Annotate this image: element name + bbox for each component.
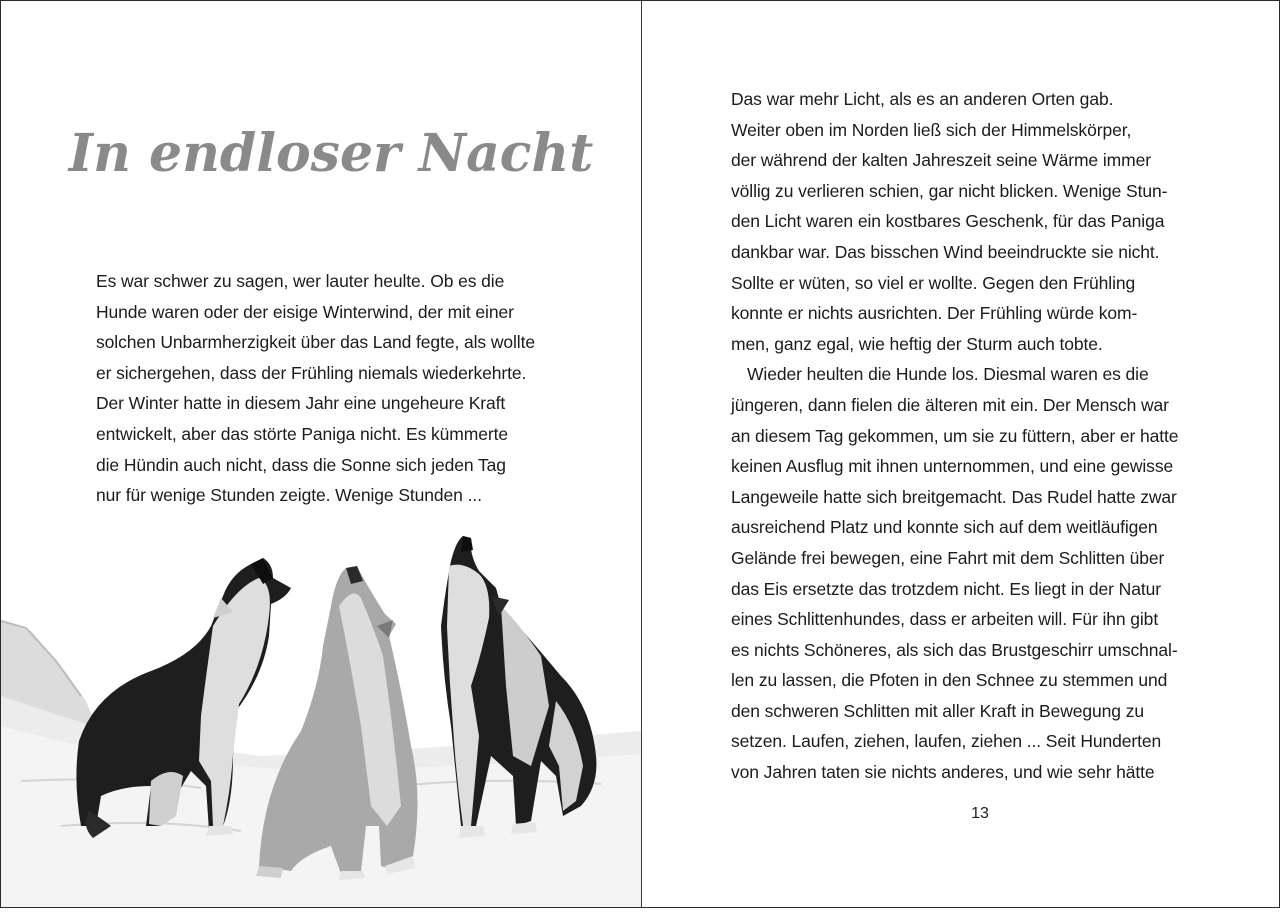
text-line: ausreichend Platz und konnte sich auf dem weitläufigen [731,517,1158,538]
right-body-text [731,84,1280,788]
left-body-text [96,266,636,511]
text-line: Wieder heulten die Hunde los. Diesmal waren es die [747,364,1149,385]
text-line: keinen Ausflug mit ihnen unternommen, und eine gewisse [731,456,1174,477]
text-line: nur für wenige Stunden zeigte. Wenige Stunden ... [96,485,482,506]
text-line: Sollte er wüten, so viel er wollte. Gegen den Frühling [731,272,1136,293]
text-line: dankbar war. Das bisschen Wind beeindruckte sie nicht. [731,241,1160,262]
left-page [1,1,641,907]
right-page [642,1,1279,907]
text-line: völlig zu verlieren schien, gar nicht blicken. Wenige Stun- [731,180,1168,201]
howling-wolves-illustration [1,526,641,907]
text-line: Das war mehr Licht, als es an anderen Orten gab. [731,89,1114,109]
text-line: men, ganz egal, wie heftig der Sturm auch tobte. [731,333,1103,354]
text-line: setzen. Laufen, ziehen, laufen, ziehen ... Seit Hunderten [731,731,1162,752]
text-line: len zu lassen, die Pfoten in den Schnee zu stemmen und [731,670,1168,691]
text-line: solchen Unbarmherzigkeit über das Land fegte, als wollte [96,332,535,353]
text-line: jüngeren, dann fielen die älteren mit ein. Der Mensch war [731,394,1169,415]
page-number: 13 [971,805,989,822]
text-line: den Licht waren ein kostbares Geschenk, für das Paniga [731,211,1165,232]
text-line: Langeweile hatte sich breitgemacht. Das Rudel hatte zwar [731,486,1177,507]
text-line: entwickelt, aber das störte Paniga nicht. Es kümmerte [96,423,508,444]
text-line: an diesem Tag gekommen, um sie zu füttern, aber er hatte [731,425,1179,446]
chapter-title: In endloser Nacht [68,123,594,184]
text-line: Gelände frei bewegen, eine Fahrt mit dem Schlitten über [731,547,1165,568]
text-line: Es war schwer zu sagen, wer lauter heulte. Ob es die [96,271,505,291]
text-line: von Jahren taten sie nichts anderes, und wie sehr hätte [731,762,1155,783]
text-line: der während der kalten Jahreszeit seine Wärme immer [731,150,1151,171]
text-line: den schweren Schlitten mit aller Kraft in Bewegung zu [731,700,1144,721]
text-line: eines Schlittenhundes, dass er arbeiten will. Für ihn gibt [731,609,1159,630]
text-line: Der Winter hatte in diesem Jahr eine ungeheure Kraft [96,393,506,414]
text-line: es nichts Schöneres, als sich das Brustgeschirr umschnal- [731,639,1178,660]
text-line: Hunde waren oder der eisige Winterwind, der mit einer [96,301,514,322]
text-line: konnte er nichts ausrichten. Der Frühling würde kom- [731,303,1138,324]
text-line: die Hündin auch nicht, dass die Sonne sich jeden Tag [96,454,506,475]
text-line: er sichergehen, dass der Frühling niemals wiederkehrte. [96,362,527,383]
text-line: das Eis ersetzte das trotzdem nicht. Es liegt in der Natur [731,578,1161,599]
text-line: Weiter oben im Norden ließ sich der Himmelskörper, [731,119,1132,140]
